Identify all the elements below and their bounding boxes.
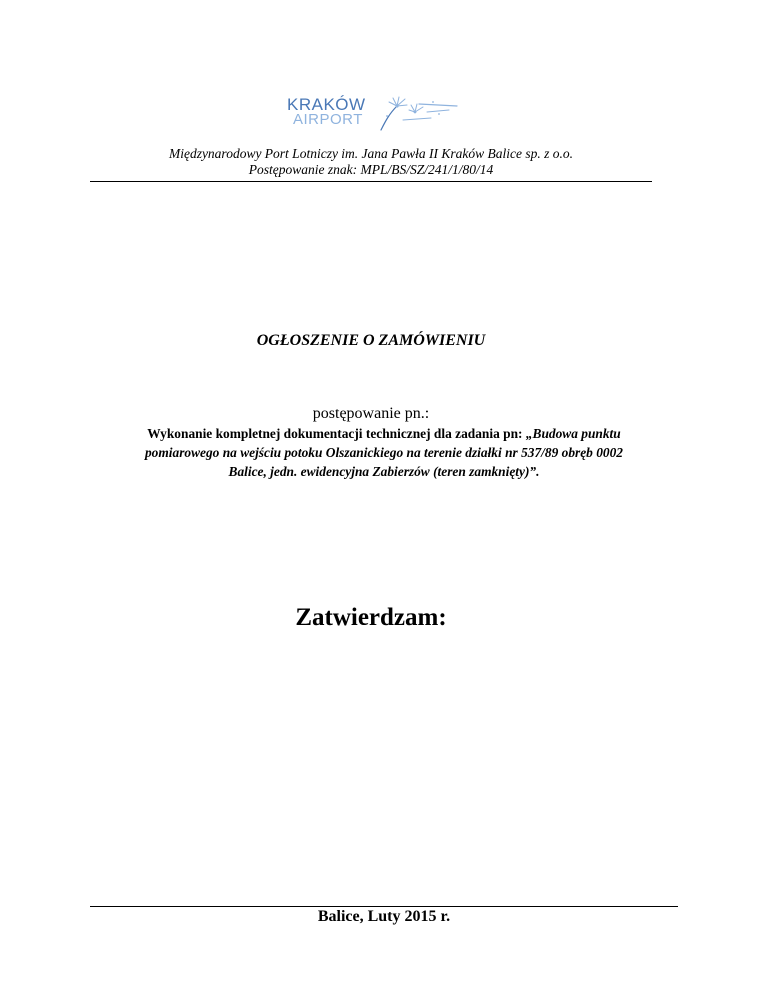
document-title: OGŁOSZENIE O ZAMÓWIENIU	[256, 332, 486, 349]
procedure-subtitle: postępowanie pn.:	[312, 405, 430, 422]
header-company-name: Międzynarodowy Port Lotniczy im. Jana Pawła II Kraków Balice sp. z o.o.	[168, 146, 574, 161]
approval-heading: Zatwierdzam:	[295, 604, 447, 631]
krakow-airport-logo	[283, 92, 463, 140]
description-line-1	[90, 424, 678, 443]
footer-place-date: Balice, Luty 2015 r.	[317, 908, 451, 925]
description-line-3: Balice, jedn. ewidencyjna Zabierzów (teren zamknięty)”.	[228, 464, 540, 479]
procedure-description	[90, 424, 678, 481]
dandelion-seeds-icon	[367, 92, 459, 132]
description-line-2: pomiarowego na wejściu potoku Olszanickiego na terenie działki nr 537/89 obręb 0002	[144, 445, 623, 460]
logo-text-krakow: KRAKÓW	[287, 95, 366, 114]
header-reference-number: Postępowanie znak: MPL/BS/SZ/241/1/80/14	[248, 162, 494, 177]
header-divider	[90, 181, 652, 182]
description-line-1-italic: „Budowa punktu	[525, 426, 621, 441]
description-line-1-text: Wykonanie kompletnej dokumentacji technicznej dla zadania pn:	[147, 426, 526, 441]
logo-text-airport: AIRPORT	[293, 111, 363, 128]
